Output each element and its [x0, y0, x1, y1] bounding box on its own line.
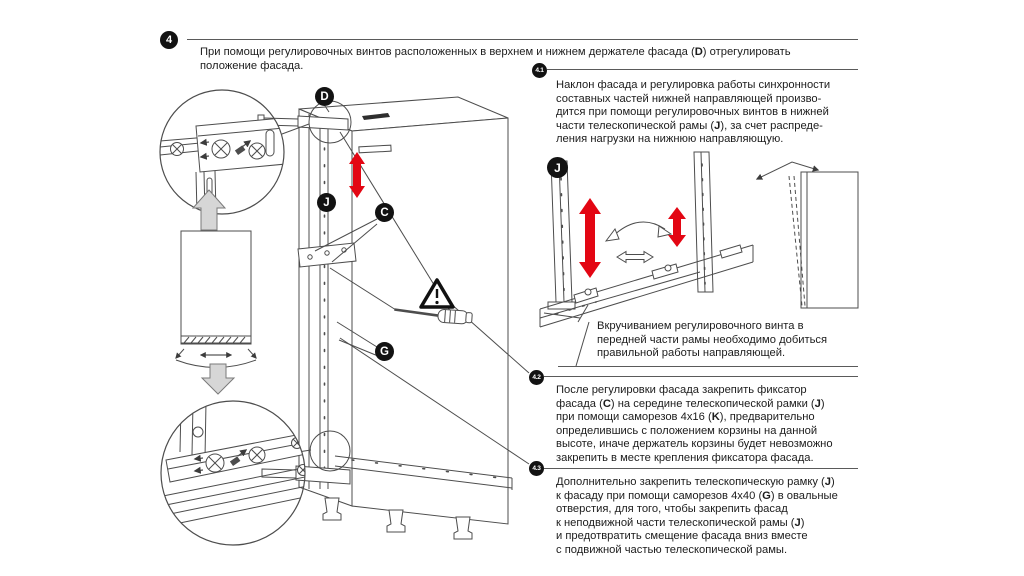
- section-43-text: [556, 476, 838, 558]
- label-badge-g: G: [375, 342, 394, 361]
- rotate-arrow-icon: [606, 222, 671, 241]
- text-line: части телескопической рамы (J), за счет распреде-: [556, 119, 823, 132]
- text-line: с подвижной частью телескопической рамы.: [556, 543, 788, 556]
- down-arrow-icon: [202, 364, 234, 394]
- red-small-vertical-arrow-icon: [668, 207, 686, 247]
- text-line: при помощи саморезов 4x16 (K), предварительно: [556, 411, 815, 424]
- cabinet-illustration: [150, 80, 550, 565]
- text-line: высоте, иначе держатель корзины будет невозможно: [556, 438, 833, 451]
- text-line: и предотвратить смещение фасада вниз вместе: [556, 530, 808, 543]
- top-holder-detail-callout: [160, 90, 286, 214]
- section-42-rule: [544, 376, 858, 377]
- step4-text: [200, 46, 791, 73]
- fasad-panel-figure: [176, 231, 256, 368]
- text-line: положение фасада.: [200, 59, 304, 72]
- section-42-badge: 4.2: [529, 370, 544, 385]
- text-line: определившись с положением корзины на данной: [556, 424, 818, 437]
- section-43-rule: [544, 468, 858, 469]
- horizontal-white-arrow-icon: [617, 252, 653, 263]
- text-line: фасада (C) на середине телескопической рамки (J): [556, 397, 825, 410]
- section-41-badge: 4.1: [532, 63, 547, 78]
- frame-right-rail: [694, 152, 713, 292]
- note-callout-line: [578, 305, 588, 322]
- text-line: ления нагрузки на нижнюю направляющую.: [556, 133, 784, 146]
- text-line: Вкручиванием регулировочного винта в: [597, 320, 804, 332]
- label-badge-j-frame: J: [547, 157, 568, 178]
- text-line: дится при помощи регулировочных винтов в нижней: [556, 106, 829, 119]
- text-line: правильной работы направляющей.: [597, 347, 786, 360]
- step4-rule: [187, 39, 858, 40]
- text-line: передней части рамы необходимо добиться: [597, 333, 828, 346]
- text-line: При помощи регулировочных винтов расположенных в верхнем и нижнем держателе фасада (D) отрегулировать: [200, 46, 791, 58]
- tilt-panel-figure: [757, 162, 858, 308]
- section-42-text: [556, 384, 833, 466]
- adjustment-note-text: [597, 320, 827, 361]
- text-line: Дополнительно закрепить телескопическую рамку (J): [556, 476, 835, 488]
- text-line: отверстия, для того, чтобы закрепить фасад: [556, 503, 788, 516]
- text-line: составных частей нижней направляющей произво-: [556, 92, 822, 105]
- label-badge-c: C: [375, 203, 394, 222]
- text-line: закрепить в месте крепления фиксатора фасада.: [556, 451, 814, 464]
- text-line: к фасаду при помощи саморезов 4x40 (G) в овальные: [556, 489, 838, 502]
- note-slant-line: [576, 322, 589, 366]
- bottom-holder-detail-callout: [161, 401, 322, 545]
- step4-badge: 4: [160, 31, 178, 49]
- label-badge-j: J: [317, 193, 336, 212]
- text-line: После регулировки фасада закрепить фиксатор: [556, 384, 807, 396]
- red-big-vertical-arrow-icon: [579, 198, 601, 278]
- text-line: к неподвижной части телескопической рамы (J): [556, 516, 805, 529]
- label-badge-d: D: [315, 87, 334, 106]
- up-arrow-icon: [193, 190, 225, 230]
- section-41-text: [556, 79, 830, 147]
- section-43-badge: 4.3: [529, 461, 544, 476]
- text-line: Наклон фасада и регулировка работы синхронности: [556, 79, 831, 91]
